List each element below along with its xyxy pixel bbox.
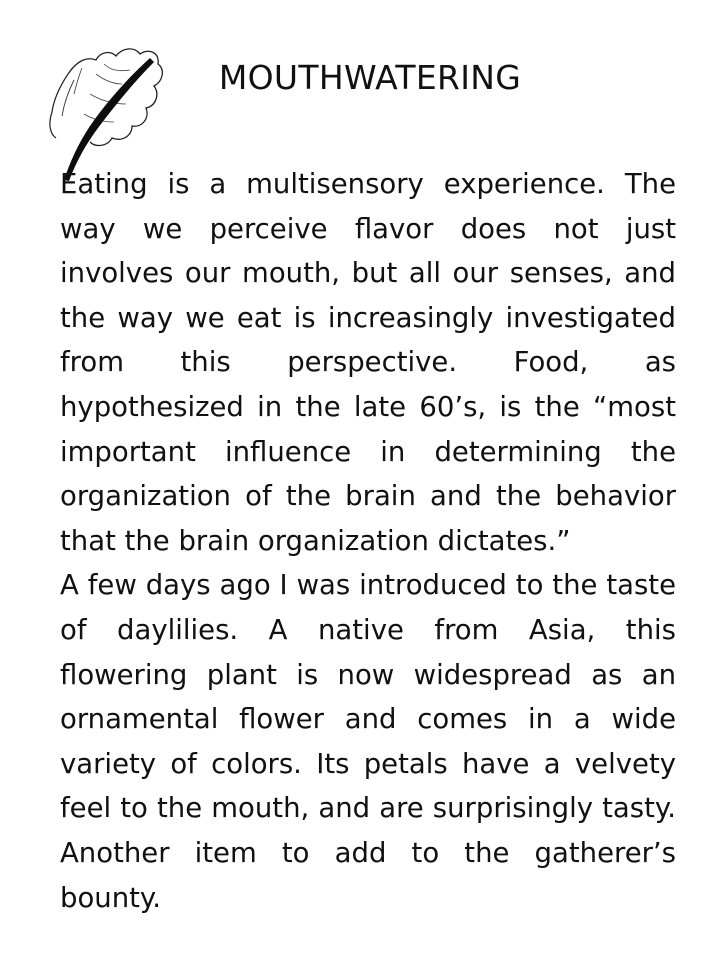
page-title: MOUTHWATERING: [218, 58, 522, 97]
paragraph: Eating is a multisensory experience. The way we perceive flavor does not just involves our mouth, but all our senses, and the way we eat is increasingly investigated from this perspective. Food, as hypothesized in the late 60’s, is the “most important influence in determining the organization of the brain and the behavior that the brain organization dictates.”: [60, 168, 676, 557]
paragraph: A few days ago I was introduced to the taste of daylilies. A native from Asia, this flowering plant is now widespread as an ornamental flower and comes in a wide variety of colors. Its petals have a velvety feel to the mouth, and are surprisingly tasty. Another item to add to the gatherer’s bounty.: [60, 569, 676, 914]
article-body: [60, 162, 676, 920]
